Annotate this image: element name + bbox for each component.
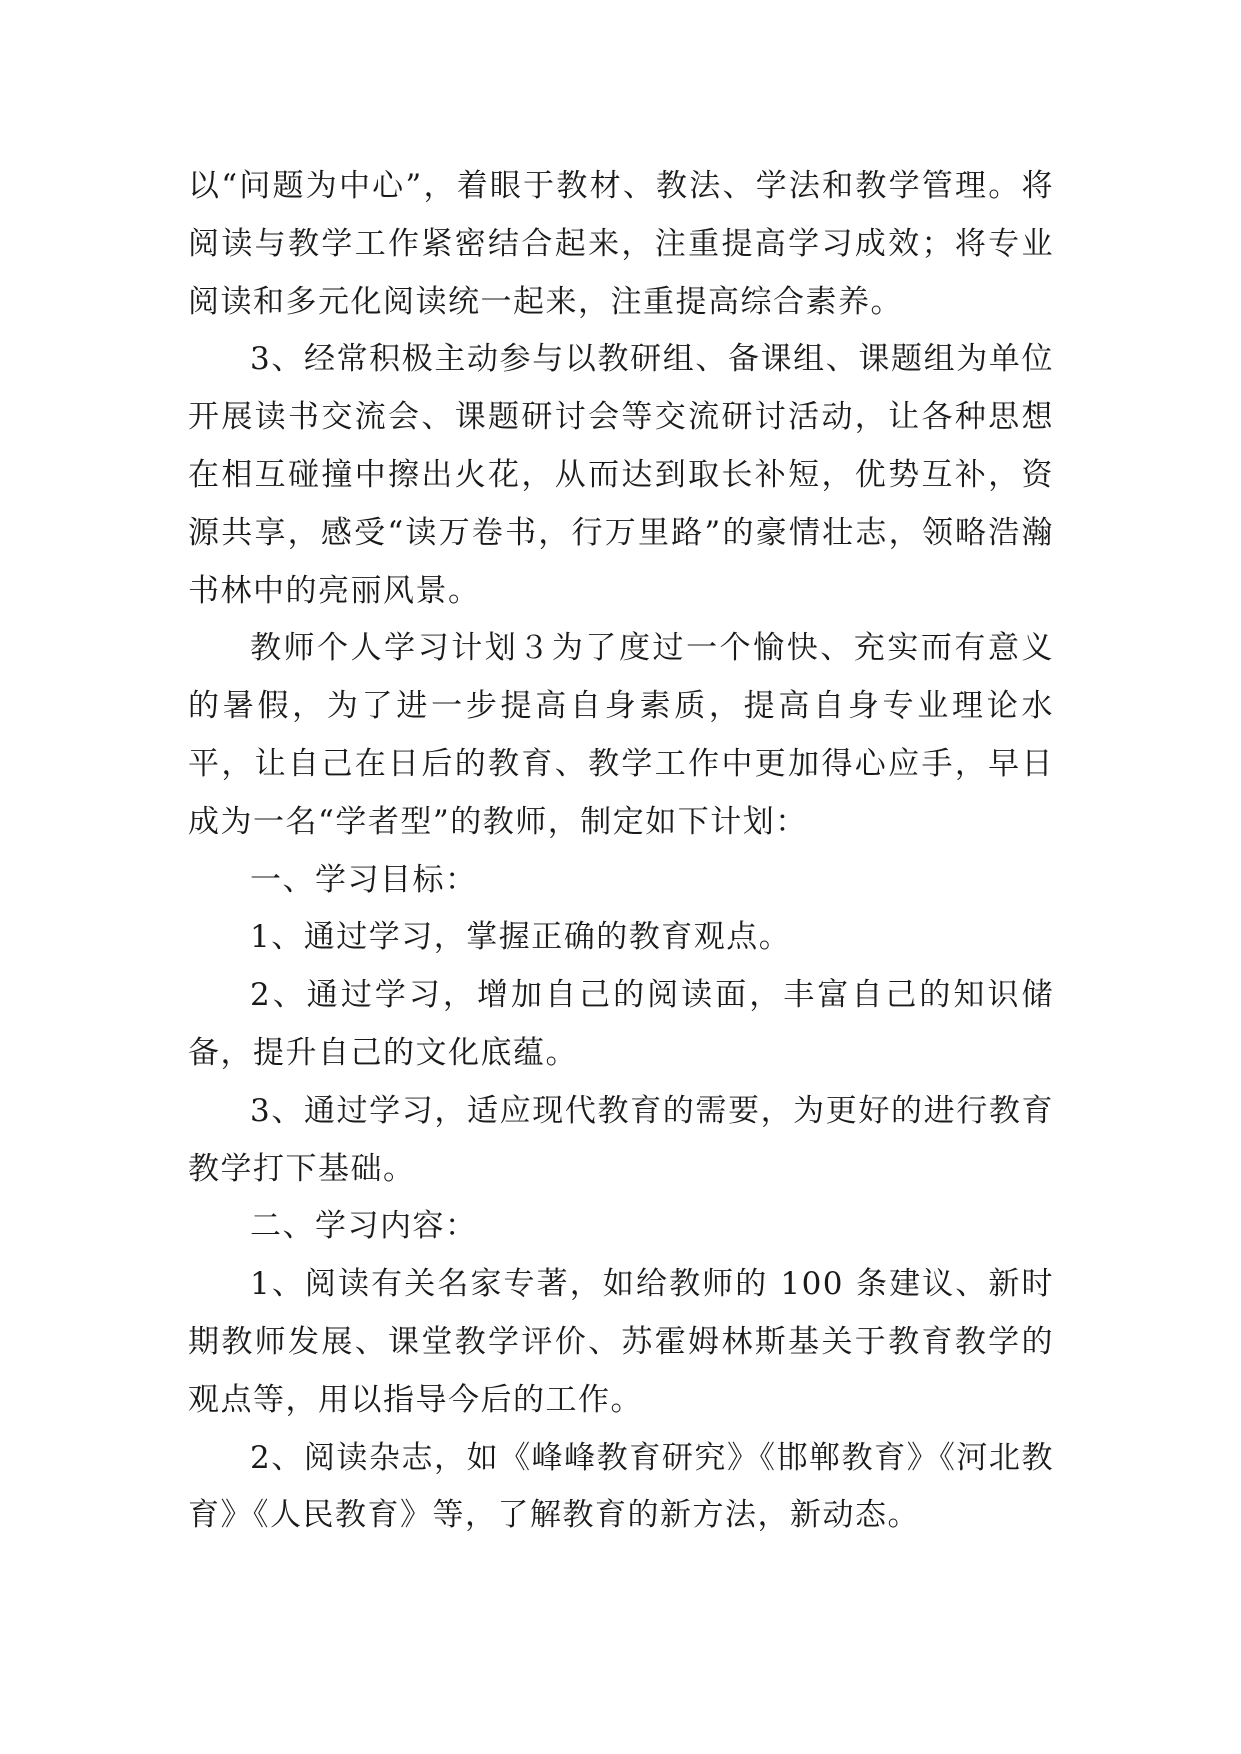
goal-item-3: 3、通过学习，适应现代教育的需要，为更好的进行教育教学打下基础。 [188,1092,1054,1187]
content-item-2: 2、阅读杂志，如《峰峰教育研究》《邯郸教育》《河北教育》《人民教育》等，了解教育的新方法，新动态。 [188,1439,1054,1534]
paragraph-3: 教师个人学习计划３为了度过一个愉快、充实而有意义的暑假，为了进一步提高自身素质，提高自身专业理论水平，让自己在日后的教育、教学工作中更加得心应手，早日成为一名“学者型”的教师，制定如下计划： [188,630,1054,840]
paragraph-2: 3、经常积极主动参与以教研组、备课组、课题组为单位开展读书交流会、课题研讨会等交流研讨活动，让各种思想在相互碰撞中擦出火花，从而达到取长补短，优势互补，资源共享，感受“读万卷书，行万里路”的豪情壮志，领略浩瀚书林中的亮丽风景。 [188,341,1054,609]
document-body [188,158,1054,1545]
content-item-1: 1、阅读有关名家专著，如给教师的 100 条建议、新时期教师发展、课堂教学评价、苏霍姆林斯基关于教育教学的观点等，用以指导今后的工作。 [188,1266,1054,1418]
section-heading-goals: 一、学习目标： [250,861,478,898]
goal-item-1: 1、通过学习，掌握正确的教育观点。 [250,919,792,956]
section-heading-content: 二、学习内容： [250,1208,478,1245]
paragraph-1: 以“问题为中心”，着眼于教材、教法、学法和教学管理。将阅读与教学工作紧密结合起来，注重提高学习成效；将专业阅读和多元化阅读统一起来，注重提高综合素养。 [188,168,1054,320]
goal-item-2: 2、通过学习，增加自己的阅读面，丰富自己的知识储备，提升自己的文化底蕴。 [188,977,1054,1071]
